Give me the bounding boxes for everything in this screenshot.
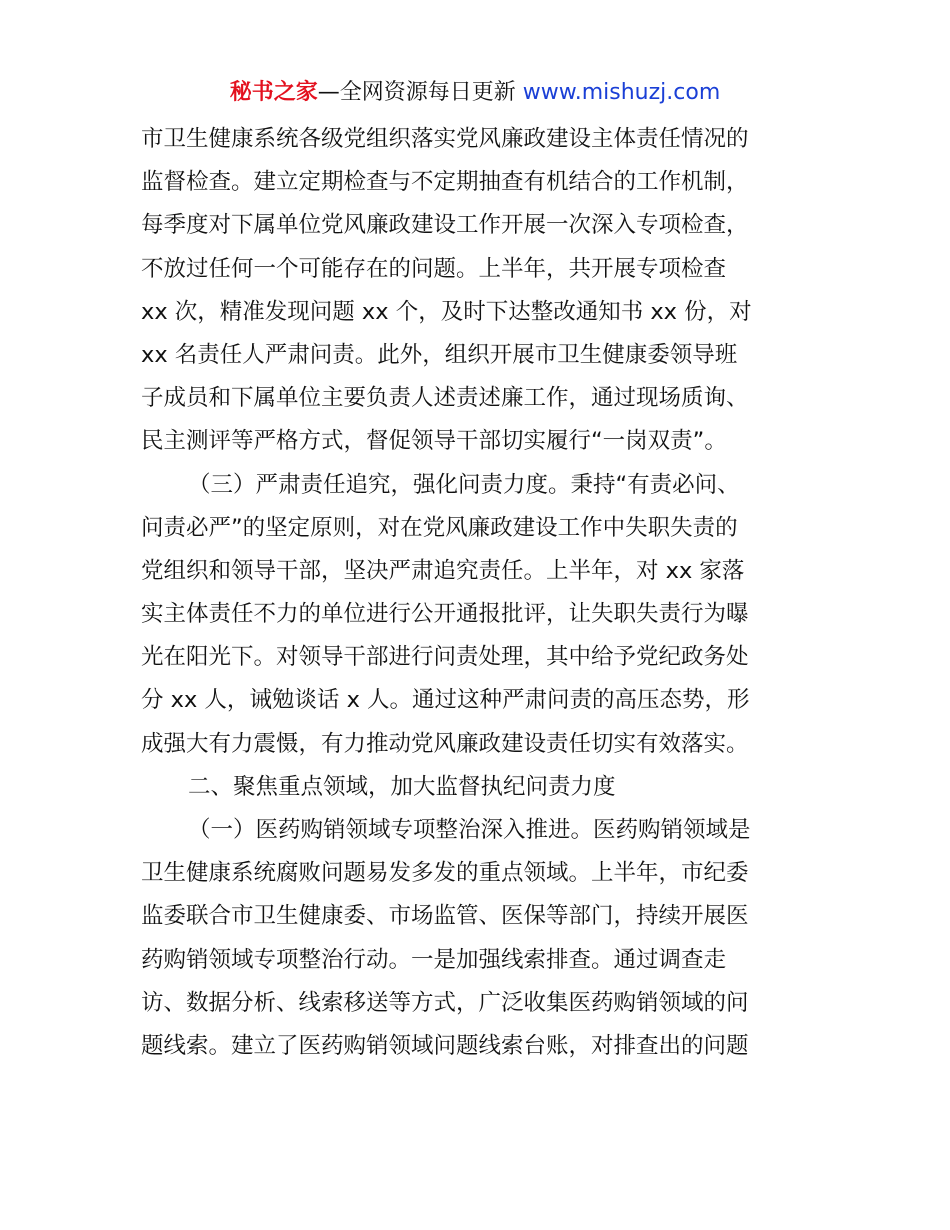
paragraph: [141, 809, 811, 1068]
text-line: 光在阳光下。对领导干部进行问责处理，其中给予党纪政务处: [141, 644, 749, 671]
text-line: 问责必严”的坚定原则，对在党风廉政建设工作中失职失责的: [141, 514, 738, 541]
text-line: 成强大有力震慑，有力推动党风廉政建设责任切实有效落实。: [141, 730, 749, 757]
paragraph: [141, 118, 811, 464]
header-tagline: —全网资源每日更新: [317, 80, 523, 105]
section-heading: [141, 766, 811, 809]
text-line: 题线索。建立了医药购销领域问题线索台账，对排查出的问题: [141, 1032, 749, 1059]
heading-line: 二、聚焦重点领域，加大监督执纪问责力度: [188, 773, 616, 800]
text-line: 药购销领域专项整治行动。一是加强线索排查。通过调查走: [141, 946, 727, 973]
text-line: xx 名责任人严肃问责。此外，组织开展市卫生健康委领导班: [141, 341, 738, 368]
text-line: 卫生健康系统腐败问题易发多发的重点领域。上半年，市纪委: [141, 860, 749, 887]
brand-name: 秘书之家: [229, 80, 318, 105]
paragraph: [141, 464, 811, 766]
text-line: 监督检查。建立定期检查与不定期抽查有机结合的工作机制，: [141, 169, 749, 196]
text-line: 党组织和领导干部，坚决严肃追究责任。上半年，对 xx 家落: [141, 557, 745, 584]
text-line: 访、数据分析、线索移送等方式，广泛收集医药购销领域的问: [141, 989, 749, 1016]
text-line: 民主测评等严格方式，督促领导干部切实履行“一岗双责”。: [141, 428, 727, 455]
text-line: xx 次，精准发现问题 xx 个，及时下达整改通知书 xx 份，对: [141, 298, 752, 325]
document-body: [141, 118, 811, 1068]
text-line: 分 xx 人，诫勉谈话 x 人。通过这种严肃问责的高压态势，形: [141, 687, 750, 714]
text-line: 不放过任何一个可能存在的问题。上半年，共开展专项检查: [141, 255, 727, 282]
text-line: 监委联合市卫生健康委、市场监管、医保等部门，持续开展医: [141, 903, 749, 930]
site-url: www.mishuzj.com: [522, 80, 721, 105]
text-line: 每季度对下属单位党风廉政建设工作开展一次深入专项检查，: [141, 212, 749, 239]
text-line: 市卫生健康系统各级党组织落实党风廉政建设主体责任情况的: [141, 126, 749, 152]
text-line: 实主体责任不力的单位进行公开通报批评，让失职失责行为曝: [141, 601, 749, 628]
page-header: [0, 76, 950, 110]
text-line: 子成员和下属单位主要负责人述责述廉工作，通过现场质询、: [141, 385, 749, 412]
text-line: （三）严肃责任追究，强化问责力度。秉持“有责必问、: [188, 471, 740, 498]
text-line: （一）医药购销领域专项整治深入推进。医药购销领域是: [188, 817, 751, 843]
